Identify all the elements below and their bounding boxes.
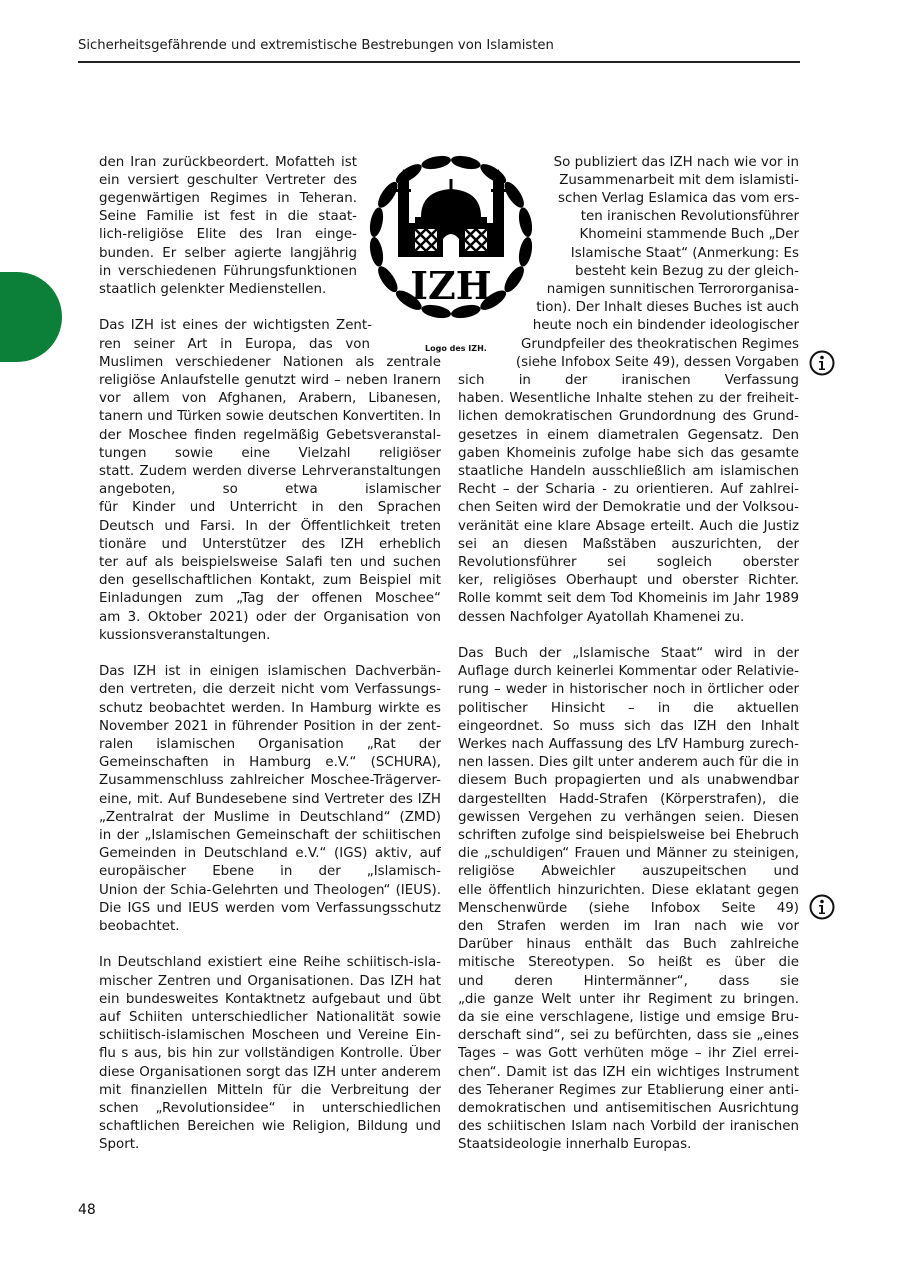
text-line: Menschenwürde (siehe Infobox Seite 49) <box>458 900 799 916</box>
text-line: ralen islamischen Organisation „Rat der <box>99 736 441 752</box>
text-line: flu s aus, bis hin zur vollständigen Kontrolle. Über <box>99 1046 441 1062</box>
text-line: dessen Nachfolger Ayatollah Khamenei zu. <box>458 609 745 625</box>
text-line: den gesellschaftlichen Kontakt, zum Beispiel mit <box>99 573 441 589</box>
logo-caption: Logo des IZH. <box>425 344 487 353</box>
text-line: eine, mit. Auf Bundesebene sind Vertreter des IZH <box>99 791 441 807</box>
text-line: Deutsch und Farsi. In der Öffentlichkeit treten <box>99 518 441 534</box>
text-line: europäischer Ebene in der „Islamisch- <box>99 864 441 880</box>
text-line: chen Seiten wird der Demokratie und der Volksou- <box>458 500 799 516</box>
text-line: religiöse Abweichler auszupeitschen und <box>458 864 799 880</box>
text-line: demokratischen und antisemitischen Ausrichtung <box>458 1100 799 1116</box>
chapter-tab-marker <box>0 272 62 362</box>
text-line: Islamische Staat“ (Anmerkung: Es <box>570 245 799 261</box>
mosque-icon <box>396 169 506 257</box>
text-line: diese Organisationen sorgt das IZH unter anderem <box>99 1064 441 1080</box>
info-icon[interactable] <box>809 894 835 920</box>
text-line: haben. Wesentliche Inhalte stehen zu der freiheit- <box>458 391 799 407</box>
text-line: tanern und Türken sowie deutschen Konvertiten. In <box>99 409 441 425</box>
text-line: heute noch ein bindender ideologischer <box>532 318 799 334</box>
text-line: tionäre und Unterstützer des IZH erheblich <box>99 536 441 552</box>
text-line: Einladungen zum „Tag der offenen Moschee“ <box>99 591 441 607</box>
text-line: Staatsideologie innerhalb Europas. <box>458 1137 692 1153</box>
text-line: Das Buch der „Islamische Staat“ wird in der <box>458 645 799 661</box>
text-line: vor allem von Afghanen, Arabern, Libanesen, <box>99 391 441 407</box>
text-line: die „schuldigen“ Frauen und Männer zu steinigen, <box>458 846 799 862</box>
text-line: Tages – was Gott verhüten möge – ihr Ziel errei- <box>458 1046 799 1062</box>
text-line: kussionsveranstaltungen. <box>99 627 271 643</box>
text-line: veränität eine klare Absage erteilt. Auch die Justiz <box>458 518 799 534</box>
running-header: Sicherheitsgefährende und extremistische Bestrebungen von Islamisten <box>78 38 554 53</box>
text-line: Auflage durch keinerlei Kommentar oder Relativie- <box>458 664 799 680</box>
text-line: Grundpfeiler des theokratischen Regimes <box>520 336 799 352</box>
text-line: diesem Buch propagierten und als unabwendbar <box>458 773 799 789</box>
text-line: statt. Zudem werden diverse Lehrveranstaltungen <box>99 463 441 479</box>
leaf-icon <box>374 263 401 295</box>
text-line: lichen demokratischen Grundordnung des Grund- <box>458 409 799 425</box>
text-line: gewissen Vergehen zu verhängen seien. Diesen <box>458 809 799 825</box>
text-line: Das IZH ist eines der wichtigsten Zent- <box>99 318 372 334</box>
text-line: Union der Schia-Gelehrten und Theologen“ (IEUS). <box>99 882 441 898</box>
text-line <box>99 645 441 662</box>
text-line: Gemeinden in Deutschland e.V.“ (IGS) aktiv, auf <box>99 846 441 862</box>
text-line: Die IGS und IEUS werden vom Verfassungsschutz <box>99 900 441 916</box>
leaf-icon <box>420 154 452 172</box>
text-line: Das IZH ist in einigen islamischen Dachverbän- <box>99 664 441 680</box>
text-line: ter auf als beispielsweise Salafi ten und suchen <box>99 554 441 570</box>
text-line: der Moschee finden regelmäßig Gebetsveranstal- <box>99 427 441 443</box>
izh-logo <box>363 133 539 341</box>
text-line: des schiitischen Islam nach Vorbild der iranischen <box>458 1119 799 1135</box>
text-line <box>99 936 441 953</box>
text-line: Recht – der Scharia - zu orientieren. Auf zahlrei- <box>458 482 799 498</box>
leaf-icon <box>501 263 528 295</box>
text-line: ein bundesweites Kontaktnetz aufgebaut und übt <box>99 991 441 1007</box>
text-line: den vertreten, die derzeit nicht vom Verfassungs- <box>99 682 441 698</box>
text-line: Seine Familie ist fest in die staat- <box>99 209 357 225</box>
text-line: derschaft sind“, sei zu befürchten, dass sie „eines <box>458 1028 799 1044</box>
text-line: November 2021 in führender Position in der zent- <box>99 718 441 734</box>
logo-text: IZH <box>410 263 492 308</box>
text-line: In Deutschland existiert eine Reihe schiitisch-isla- <box>99 955 441 971</box>
text-line: Gemeinschaften in Hamburg e.V.“ (SCHURA), <box>99 755 441 771</box>
text-line: gegenwärtigen Regimes in Teheran. <box>99 190 357 206</box>
text-line: mitische Stereotypen. So heißt es über die <box>458 955 799 971</box>
text-line: Zusammenarbeit mit dem islamisti- <box>559 172 799 188</box>
text-line: schutz beobachtet werden. In Hamburg wirkte es <box>99 700 441 716</box>
text-line: nen lassen. Dies gilt unter anderem auch für die in <box>458 755 799 771</box>
text-line: staatliche Handeln ausschließlich am islamischen <box>458 463 799 479</box>
text-line: schen Verlag Eslamica das vom ers- <box>558 190 800 206</box>
text-line: dargestellten Hadd-Strafen (Körperstrafen), die <box>458 791 799 807</box>
text-line: Khomeini stammende Buch „Der <box>579 227 799 243</box>
text-line: am 3. Oktober 2021) oder der Organisation von <box>99 609 441 625</box>
text-line: religiöse Anlaufstelle genutzt wird – neben Iranern <box>99 372 441 388</box>
text-line: schen „Revolutionsidee“ in unterschiedlichen <box>99 1100 441 1116</box>
text-line: des Teheraner Regimes zur Etablierung einer anti- <box>458 1082 799 1098</box>
text-line: chen“. Damit ist das IZH ein wichtiges Instrument <box>458 1064 799 1080</box>
text-line: ren seiner Art in Europa, das von <box>99 336 370 352</box>
text-line: ker, religiöses Oberhaupt und oberster Richter. <box>458 573 799 589</box>
text-line: angeboten, so etwa islamischer <box>99 482 441 498</box>
text-line: auf Schiiten unterschiedlicher Nationalität sowie <box>99 1009 441 1025</box>
text-line: „Zentralrat der Muslime in Deutschland“ (ZMD) <box>99 809 441 825</box>
text-line: Werkes nach Auffassung des LfV Hamburg zurech- <box>458 736 799 752</box>
leaf-icon <box>501 179 528 211</box>
text-line: Rolle kommt seit dem Tod Khomeinis im Jahr 1989 <box>458 591 799 607</box>
text-line: in der „Islamischen Gemeinschaft der schiitischen <box>99 827 441 843</box>
text-line: mit finanziellen Mitteln für die Verbreitung der <box>99 1082 441 1098</box>
text-line: elle öffentlich hinzurichten. Diese eklatant gegen <box>458 882 799 898</box>
text-line: für Kinder und Unterricht in den Sprachen <box>99 500 441 516</box>
leaf-icon <box>517 206 535 238</box>
text-line: Revolutionsführer sei sogleich oberster <box>458 554 799 570</box>
text-line: schriften zufolge sind beispielsweise bei Ehebruch <box>458 827 799 843</box>
text-line: besteht kein Bezug zu der gleich- <box>574 263 799 279</box>
text-line: So publiziert das IZH nach wie vor in <box>553 154 799 170</box>
text-line: Sport. <box>99 1137 140 1153</box>
text-line: „die ganze Welt unter ihr Regiment zu bringen. <box>458 991 799 1007</box>
text-line: schiitisch-islamischen Moscheen und Vereine Ein- <box>99 1028 441 1044</box>
header-rule <box>78 61 800 63</box>
text-line: gaben Khomeinis zufolge habe sich das gesamte <box>458 445 799 461</box>
text-line: Muslimen verschiedener Nationen als zentrale <box>99 354 441 370</box>
text-line: in verschiedenen Führungsfunktionen <box>99 263 357 279</box>
text-line: politischer Hinsicht – in die aktuellen <box>458 700 799 716</box>
text-line: beobachtet. <box>99 918 180 934</box>
text-line: Zusammenschluss zahlreicher Moschee-Trägerver- <box>99 773 441 789</box>
text-line: ein versiert geschulter Vertreter des <box>99 172 357 188</box>
leaf-icon <box>517 236 535 268</box>
text-line: mischer Zentren und Organisationen. Das IZH hat <box>99 973 441 989</box>
text-line: namigen sunnitischen Terrororganisa- <box>546 281 799 297</box>
leaf-icon <box>374 179 401 211</box>
text-line: eingeordnet. So muss sich das IZH den Inhalt <box>458 718 799 734</box>
text-line: tion). Der Inhalt dieses Buches ist auch <box>536 300 799 316</box>
text-line: da sie eine verschlagene, listige und emsige Bru- <box>458 1009 799 1025</box>
text-line: ten iranischen Revolutionsführer <box>580 209 799 225</box>
leaf-icon <box>450 154 482 172</box>
text-line: sei an diesen Maßstäben auszurichten, der <box>458 536 799 552</box>
page-number: 48 <box>78 1202 96 1218</box>
text-line: sich in der iranischen Verfassung <box>458 372 799 388</box>
text-line: den Strafen werden im Iran nach wie vor <box>458 918 799 934</box>
text-line: schaftlichen Bereichen wie Religion, Bildung und <box>99 1119 441 1135</box>
text-line: und deren Hintermänner“, dass sie <box>458 973 799 989</box>
text-line: (siehe Infobox Seite 49), dessen Vorgaben <box>515 354 799 370</box>
info-icon[interactable] <box>809 350 835 376</box>
text-line: gesetzes in einem diametralen Gegensatz. Den <box>458 427 799 443</box>
leaf-icon <box>368 236 386 268</box>
text-line: Darüber hinaus enthält das Buch zahlreiche <box>458 937 799 953</box>
text-line: bunden. Er selber agierte langjährig <box>99 245 357 261</box>
text-line: rung – weder in historischer noch in örtlicher oder <box>458 682 799 698</box>
text-line: den Iran zurückbeordert. Mofatteh ist <box>99 154 357 170</box>
text-line: lich-religiöse Elite des Iran einge- <box>99 227 357 243</box>
text-line <box>458 627 799 644</box>
leaf-icon <box>368 206 386 238</box>
text-line: tungen sowie eine Vielzahl religiöser <box>99 445 441 461</box>
text-line: staatlich gelenkter Medienstellen. <box>99 281 327 297</box>
